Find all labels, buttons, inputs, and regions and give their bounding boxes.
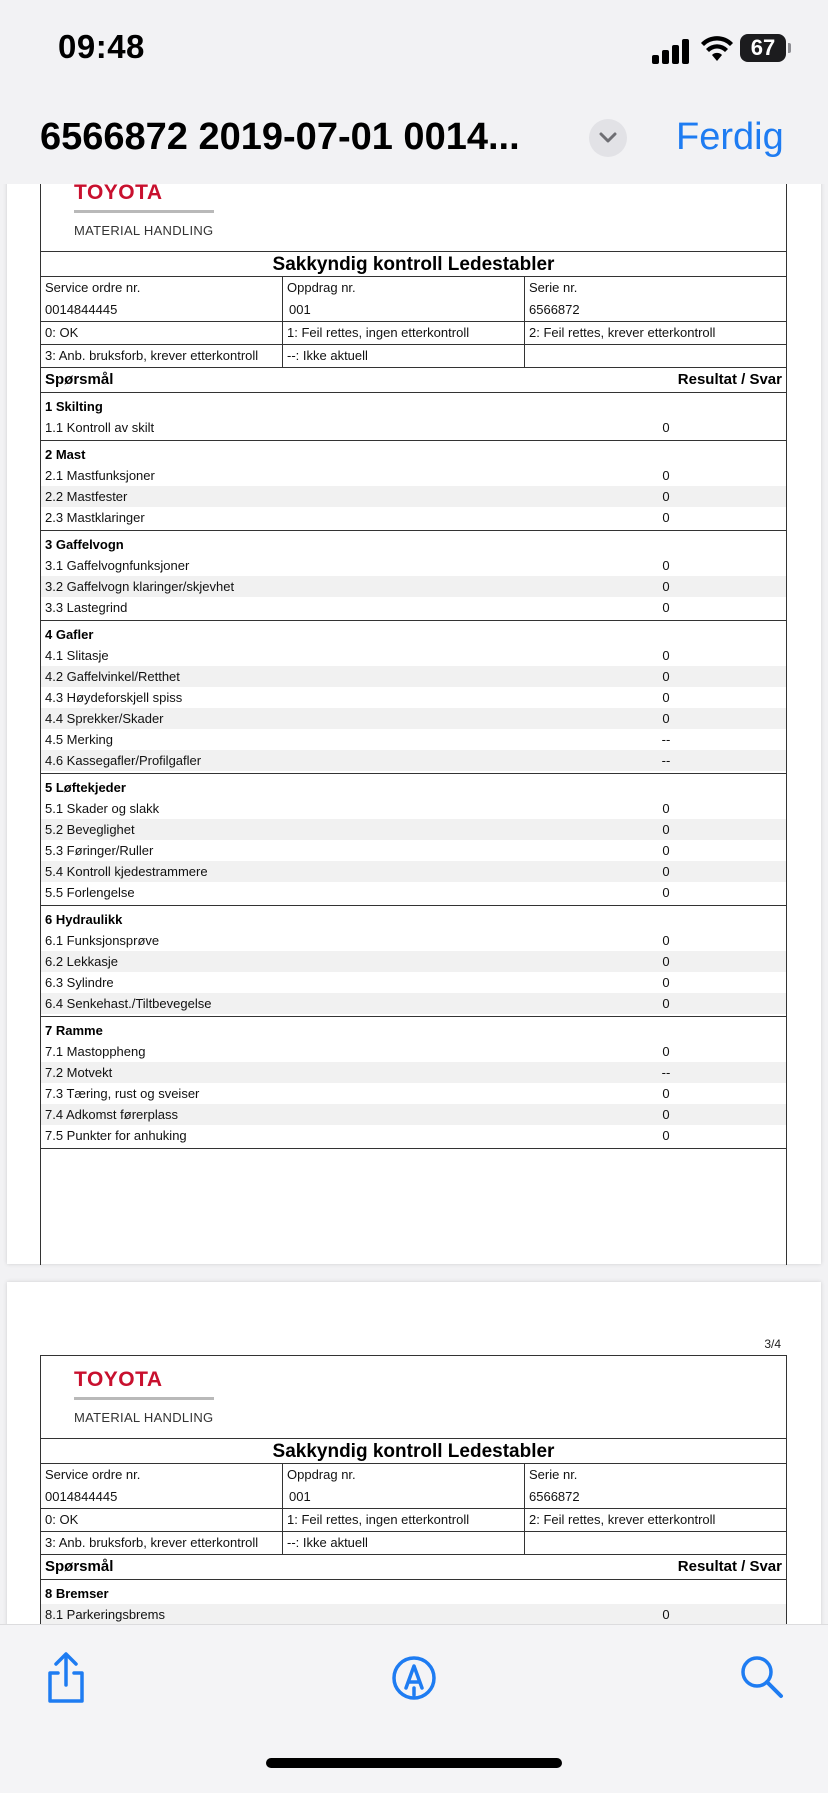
form-title: Sakkyndig kontroll Ledestabler xyxy=(41,252,786,277)
question-text: 3.2 Gaffelvogn klaringer/skjevhet xyxy=(45,579,235,594)
checklist-row xyxy=(41,930,786,951)
question-text: 4.3 Høydeforskjell spiss xyxy=(45,690,183,705)
chevron-down-icon xyxy=(599,132,617,144)
assignment-value: 001 xyxy=(283,299,525,322)
title-menu-button[interactable] xyxy=(589,119,627,157)
checklist-section xyxy=(41,906,786,1017)
checklist-row xyxy=(41,687,786,708)
document-page xyxy=(7,184,821,1264)
checklist-row xyxy=(41,486,786,507)
checklist-row xyxy=(41,951,786,972)
checklist-row xyxy=(41,819,786,840)
result-value: 0 xyxy=(662,558,670,573)
checklist-row xyxy=(41,1062,786,1083)
section-title: 5 Løftekjeder xyxy=(45,780,126,795)
brand-subtitle: MATERIAL HANDLING xyxy=(74,1410,214,1425)
question-text: 7.2 Motvekt xyxy=(45,1065,113,1080)
clock: 09:48 xyxy=(58,28,145,65)
result-value: 0 xyxy=(662,996,670,1011)
question-text: 6.4 Senkehast./Tiltbevegelse xyxy=(45,996,212,1011)
question-text: 7.5 Punkter for anhuking xyxy=(45,1128,187,1143)
checklist-row xyxy=(41,576,786,597)
question-text: 3.1 Gaffelvognfunksjoner xyxy=(45,558,190,573)
question-text: 4.6 Kassegafler/Profilgafler xyxy=(45,753,202,768)
checklist-section xyxy=(41,1017,786,1149)
question-text: 4.4 Sprekker/Skader xyxy=(45,711,164,726)
checklist-row xyxy=(41,993,786,1014)
checklist-row xyxy=(41,1041,786,1062)
question-text: 2.1 Mastfunksjoner xyxy=(45,468,155,483)
result-value: 0 xyxy=(662,954,670,969)
form-title: Sakkyndig kontroll Ledestabler xyxy=(41,1439,786,1464)
checklist-row xyxy=(41,666,786,687)
question-text: 1.1 Kontroll av skilt xyxy=(45,420,155,435)
cellular-signal-icon xyxy=(652,38,692,64)
result-value: 0 xyxy=(662,648,670,663)
checklist-row xyxy=(41,840,786,861)
section-title: 7 Ramme xyxy=(45,1023,103,1038)
document-page xyxy=(7,1282,821,1624)
navigation-bar xyxy=(0,96,828,184)
result-value: 0 xyxy=(662,669,670,684)
checklist-section xyxy=(41,774,786,906)
section-title: 4 Gafler xyxy=(45,627,94,642)
result-value: 0 xyxy=(662,1128,670,1143)
result-value: 0 xyxy=(662,420,670,435)
checklist-row xyxy=(41,861,786,882)
document-title[interactable]: 6566872 2019-07-01 0014... xyxy=(40,116,520,158)
wifi-icon xyxy=(700,34,734,62)
logo-header xyxy=(41,184,786,252)
question-text: 4.2 Gaffelvinkel/Retthet xyxy=(45,669,180,684)
result-value: 0 xyxy=(662,1086,670,1101)
result-value: 0 xyxy=(662,468,670,483)
search-icon[interactable] xyxy=(738,1653,786,1701)
share-icon[interactable] xyxy=(44,1651,88,1705)
form-info-grid: Service ordre nr. Oppdrag nr. Serie nr. 0014844445 001 6566872 0: OK 1: Feil rettes, ingen etterkontroll 2: Feil rettes, krever etterkontroll 3: Anb. bruksforb, krever etterkontroll --: Ikke aktuell xyxy=(41,1464,786,1555)
battery-icon xyxy=(740,34,786,62)
checklist-row xyxy=(41,465,786,486)
section-title: 2 Mast xyxy=(45,447,86,462)
checklist-row xyxy=(41,972,786,993)
checklist-row xyxy=(41,417,786,438)
result-value: 0 xyxy=(662,1044,670,1059)
result-value: 0 xyxy=(662,885,670,900)
checklist-row xyxy=(41,1104,786,1125)
markup-icon[interactable] xyxy=(391,1655,437,1701)
section-title: 3 Gaffelvogn xyxy=(45,537,124,552)
checklist-section xyxy=(41,441,786,531)
result-value: 0 xyxy=(662,801,670,816)
checklist xyxy=(41,393,786,1149)
brand-logo: TOYOTA xyxy=(74,184,163,204)
checklist-row xyxy=(41,555,786,576)
checklist-section xyxy=(41,393,786,441)
checklist-row xyxy=(41,798,786,819)
question-text: 6.1 Funksjonsprøve xyxy=(45,933,160,948)
question-text: 7.3 Tæring, rust og sveiser xyxy=(45,1086,200,1101)
question-text: 7.1 Mastoppheng xyxy=(45,1044,146,1059)
result-value: 0 xyxy=(662,600,670,615)
checklist-row xyxy=(41,1125,786,1146)
section-title: 6 Hydraulikk xyxy=(45,912,123,927)
result-value: -- xyxy=(661,732,671,747)
question-header: Spørsmål Resultat / Svar xyxy=(41,1555,786,1580)
result-value: 0 xyxy=(662,711,670,726)
document-viewport[interactable] xyxy=(0,184,828,1624)
service-order-value: 0014844445 xyxy=(41,299,283,322)
form-frame xyxy=(40,1355,787,1624)
question-text: 6.3 Sylindre xyxy=(45,975,114,990)
result-value: 0 xyxy=(662,933,670,948)
question-text: 5.5 Forlengelse xyxy=(45,885,135,900)
question-text: 5.2 Beveglighet xyxy=(45,822,135,837)
question-text: 5.4 Kontroll kjedestrammere xyxy=(45,864,208,879)
checklist-section xyxy=(41,621,786,774)
question-text: 5.3 Føringer/Ruller xyxy=(45,843,154,858)
checklist-row xyxy=(41,708,786,729)
form-frame xyxy=(40,184,787,1265)
question-text: 7.4 Adkomst førerplass xyxy=(45,1107,178,1122)
checklist-row xyxy=(41,645,786,666)
logo-header xyxy=(41,1356,786,1439)
serial-value: 6566872 xyxy=(525,299,786,322)
done-button[interactable]: Ferdig xyxy=(676,116,784,158)
checklist-row xyxy=(41,882,786,903)
question-text: 2.3 Mastklaringer xyxy=(45,510,145,525)
battery-level: 67 xyxy=(750,35,776,60)
result-value: 0 xyxy=(662,510,670,525)
brand-subtitle: MATERIAL HANDLING xyxy=(74,223,214,238)
result-value: 0 xyxy=(662,690,670,705)
result-value: 0 xyxy=(662,843,670,858)
checklist-row xyxy=(41,507,786,528)
page-number: 3/4 xyxy=(764,1337,781,1351)
checklist-row xyxy=(41,597,786,618)
checklist-row: 8.1 Parkeringsbrems 0 xyxy=(41,1604,786,1624)
result-value: 0 xyxy=(662,1107,670,1122)
question-text: 3.3 Lastegrind xyxy=(45,600,128,615)
result-value: 0 xyxy=(662,489,670,504)
question-text: 4.1 Slitasje xyxy=(45,648,109,663)
home-indicator[interactable] xyxy=(266,1758,562,1768)
checklist-section xyxy=(41,1580,786,1624)
section-title: 8 Bremser xyxy=(45,1586,109,1601)
checklist-row xyxy=(41,729,786,750)
question-header: Spørsmål Resultat / Svar xyxy=(41,368,786,393)
result-value: -- xyxy=(661,1065,671,1080)
question-text: 5.1 Skader og slakk xyxy=(45,801,160,816)
result-value: -- xyxy=(661,753,671,768)
result-value: 0 xyxy=(662,579,670,594)
result-value: 0 xyxy=(662,822,670,837)
checklist-row xyxy=(41,1083,786,1104)
section-title: 1 Skilting xyxy=(45,399,103,414)
result-value: 0 xyxy=(662,864,670,879)
brand-logo: TOYOTA xyxy=(74,1368,163,1391)
form-info-grid: Service ordre nr. Oppdrag nr. Serie nr. 0014844445 001 6566872 0: OK 1: Feil rettes, ingen etterkontroll 2: Feil rettes, krever etterkontroll 3: Anb. bruksforb, krever etterkontroll --: Ikke aktuell xyxy=(41,277,786,368)
question-text: 6.2 Lekkasje xyxy=(45,954,118,969)
result-value: 0 xyxy=(662,975,670,990)
question-text: 4.5 Merking xyxy=(45,732,113,747)
question-text: 2.2 Mastfester xyxy=(45,489,128,504)
checklist-section xyxy=(41,531,786,621)
status-bar xyxy=(0,0,828,96)
checklist-row xyxy=(41,750,786,771)
